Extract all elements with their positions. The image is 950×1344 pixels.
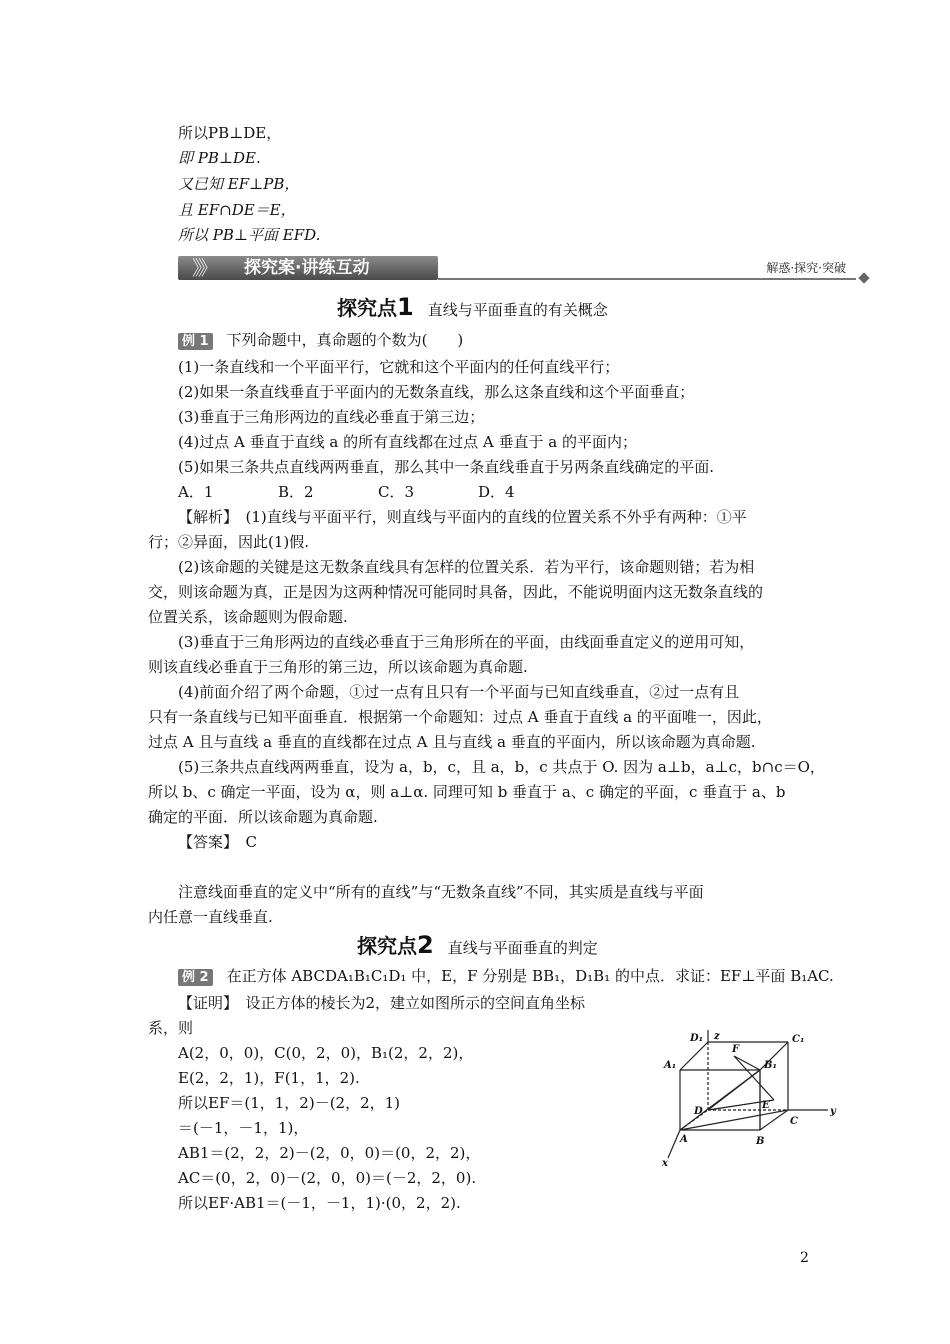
label-d: D — [694, 1106, 703, 1117]
example2-badge: 例 2 — [178, 969, 213, 986]
label-a1: A₁ — [664, 1060, 677, 1071]
section1-number: 1 — [397, 293, 414, 321]
answer-line: 【答案】 C — [178, 833, 257, 851]
section2-label: 探究点 — [357, 934, 417, 958]
label-b1: B₁ — [764, 1060, 777, 1071]
proof-line: AC＝(0，2，0)－(2，0，0)＝(－2，2，0). — [178, 1169, 477, 1187]
example1-item: (2)如果一条直线垂直于平面内的无数条直线，那么这条直线和这个平面垂直； — [178, 383, 695, 401]
banner-right-text: 解惑·探究·突破 — [766, 261, 846, 275]
section2-subtitle: 直线与平面垂直的判定 — [447, 939, 598, 957]
label-y: y — [830, 1106, 836, 1117]
proof-line: E(2，2，1)，F(1，1，2). — [178, 1069, 360, 1087]
banner-divider — [438, 278, 856, 280]
example1-header — [178, 330, 463, 350]
example1-question: 下列命题中，真命题的个数为( ) — [226, 331, 464, 349]
label-d1: D₁ — [690, 1033, 704, 1044]
analysis-line: (4)前面介绍了两个命题，①过一点有且只有一个平面与已知直线垂直，②过一点有且 — [178, 683, 740, 701]
note-line: 内任意一直线垂直. — [148, 908, 273, 926]
section2-number: 2 — [417, 931, 434, 959]
example2-question: 在正方体 ABCDA₁B₁C₁D₁ 中，E，F 分别是 BB₁，D₁B₁ 的中点．求证：EF⊥平面 B₁AC. — [226, 967, 834, 985]
section2-heading — [357, 930, 598, 959]
label-e: E — [762, 1100, 770, 1111]
section1-label: 探究点 — [337, 296, 397, 320]
proof-line: 所以EF·AB1＝(－1，－1，1)·(0，2，2). — [178, 1194, 461, 1212]
proof-line: 所以EF＝(1，1，2)－(2，2，1) — [178, 1094, 401, 1112]
top-line-4: 且 EF∩DE＝E， — [178, 201, 296, 219]
analysis-line: 行；②异面，因此(1)假. — [148, 533, 310, 551]
analysis-line: (3)垂直于三角形两边的直线必垂直于三角形所在的平面，由线面垂直定义的逆用可知， — [178, 633, 755, 651]
label-c: C — [790, 1116, 798, 1127]
proof-line: A(2，0，0)，C(0，2，0)，B₁(2，2，2)， — [178, 1044, 474, 1062]
example1-item: (5)如果三条共点直线两两垂直，那么其中一条直线垂直于另两条直线确定的平面. — [178, 458, 715, 476]
chevron-right-icon: 》》 — [192, 256, 214, 280]
example1-item: (1)一条直线和一个平面平行，它就和这个平面内的任何直线平行； — [178, 358, 620, 376]
page-number: 2 — [800, 1250, 809, 1266]
top-line-5: 所以 PB⊥平面 EFD. — [178, 226, 321, 244]
analysis-line: (5)三条共点直线两两垂直，设为 a，b，c，且 a，b，c 共点于 O. 因为 a⊥b，a⊥c，b∩c＝O， — [178, 758, 825, 776]
proof-line: 系，则 — [148, 1019, 194, 1037]
section1-subtitle: 直线与平面垂直的有关概念 — [427, 301, 608, 319]
analysis-line: 过点 A 且与直线 a 垂直的直线都在过点 A 且与直线 a 垂直的平面内，所以该命题为真命题. — [148, 733, 756, 751]
example1-item: (4)过点 A 垂直于直线 a 的所有直线都在过点 A 垂直于 a 的平面内； — [178, 433, 637, 451]
label-a: A — [680, 1134, 688, 1145]
option-a: A．1 — [178, 483, 214, 501]
analysis-line: 确定的平面．所以该命题为真命题. — [148, 808, 378, 826]
label-x: x — [662, 1158, 668, 1169]
analysis-line: (2)该命题的关键是这无数条直线具有怎样的位置关系．若为平行，该命题则错；若为相 — [178, 558, 755, 576]
analysis-line: 则该直线必垂直于三角形的第三边，所以该命题为真命题. — [148, 658, 528, 676]
label-c1: C₁ — [792, 1034, 805, 1045]
top-line-1: 所以PB⊥DE， — [178, 124, 282, 142]
top-line-2: 即 PB⊥DE. — [178, 149, 261, 167]
label-b: B — [756, 1136, 765, 1147]
example1-item: (3)垂直于三角形两边的直线必垂直于第三边； — [178, 408, 485, 426]
section-banner — [178, 253, 868, 283]
example1-badge: 例 1 — [178, 333, 213, 350]
section1-heading — [337, 292, 608, 321]
label-f: F — [732, 1044, 740, 1055]
proof-line: ＝(－1，－1，1)， — [178, 1119, 309, 1137]
analysis-line: 【解析】 (1)直线与平面平行，则直线与平面内的直线的位置关系不外乎有两种：①平 — [178, 508, 747, 526]
option-c: C．3 — [378, 483, 415, 501]
analysis-line: 只有一条直线与已知平面垂直．根据第一个命题知：过点 A 垂直于直线 a 的平面唯一，因此， — [148, 708, 772, 726]
diamond-icon — [858, 272, 869, 283]
proof-line: 【证明】 设正方体的棱长为2，建立如图所示的空间直角坐标 — [178, 994, 586, 1012]
option-d: D．4 — [478, 483, 515, 501]
example2-header — [178, 966, 834, 986]
top-line-3: 又已知 EF⊥PB， — [178, 175, 300, 193]
proof-line: AB1＝(2，2，2)－(2，0，0)＝(0，2，2)， — [178, 1144, 481, 1162]
cube-figure — [660, 1030, 840, 1170]
option-b: B．2 — [278, 483, 314, 501]
analysis-line: 位置关系，该命题则为假命题. — [148, 608, 348, 626]
label-z: z — [714, 1031, 720, 1042]
analysis-line: 所以 b、c 确定一平面，设为 α，则 a⊥α. 同理可知 b 垂直于 a、c 确定的平面，c 垂直于 a、b — [148, 783, 786, 801]
analysis-line: 交，则该命题为真，正是因为这两种情况可能同时具备，因此，不能说明面内这无数条直线的 — [148, 583, 764, 601]
banner-title: 探究案·讲练互动 — [244, 258, 370, 278]
note-line: 注意线面垂直的定义中“所有的直线”与“无数条直线”不同，其实质是直线与平面 — [178, 883, 704, 901]
